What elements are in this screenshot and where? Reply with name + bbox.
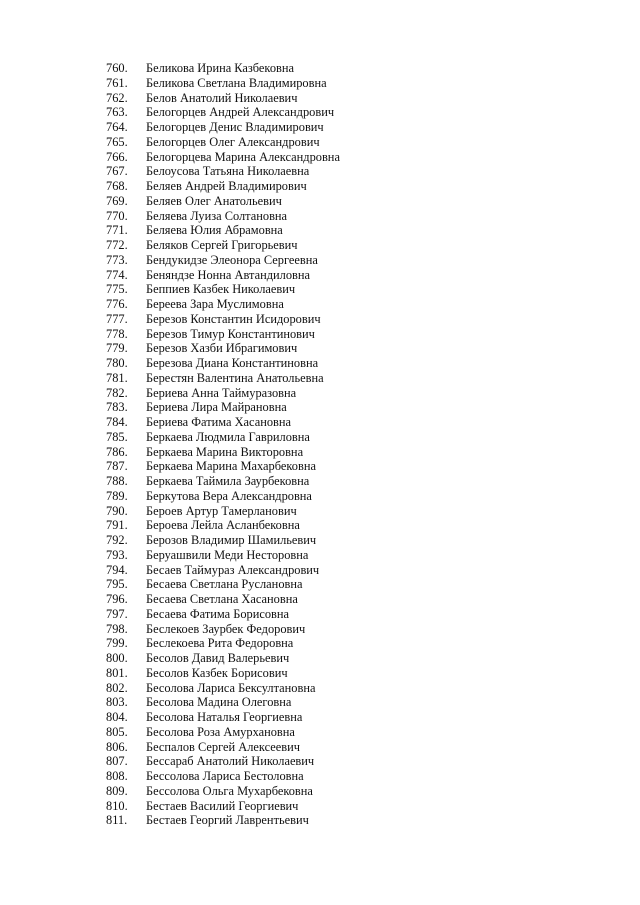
list-item (106, 268, 340, 283)
list-item (106, 681, 340, 696)
list-item (106, 445, 340, 460)
list-item (106, 209, 340, 224)
entry-name: Беляева Юлия Абрамовна (146, 223, 283, 238)
entry-name: Бесолов Казбек Борисович (146, 665, 288, 680)
entry-number: 796. (106, 592, 128, 606)
entry-number: 776. (106, 297, 128, 311)
entry-name: Бесаев Таймураз Александрович (146, 562, 320, 577)
entry-number: 792. (106, 533, 128, 547)
entry-number: 795. (106, 577, 128, 592)
entry-number: 802. (106, 680, 128, 695)
entry-name: Бесаева Светлана Руслановна (146, 577, 303, 592)
entry-number: 797. (106, 606, 128, 621)
entry-name: Бестаев Георгий Лаврентьевич (146, 813, 309, 828)
list-item (106, 548, 340, 563)
entry-name: Берестян Валентина Анатольевна (146, 370, 324, 385)
entry-name: Беляков Сергей Григорьевич (146, 238, 298, 252)
entry-name: Бесаева Фатима Борисовна (146, 606, 290, 621)
entry-name: Бендукидзе Элеонора Сергеевна (146, 252, 318, 267)
list-item (106, 76, 340, 91)
entry-number: 801. (106, 665, 128, 680)
entry-name: Березов Константин Исидорович (146, 311, 321, 326)
list-item (106, 282, 340, 297)
entry-number: 794. (106, 562, 128, 577)
entry-number: 809. (106, 783, 128, 798)
entry-number: 768. (106, 179, 128, 193)
entry-number: 782. (106, 385, 128, 400)
list-item (106, 459, 340, 474)
entry-name: Бессолова Ольга Мухарбековна (146, 783, 313, 798)
name-list (106, 61, 340, 828)
entry-name: Береева Зара Муслимовна (146, 297, 284, 311)
entry-number: 770. (106, 208, 128, 223)
entry-name: Беслекоева Рита Федоровна (146, 636, 294, 651)
entry-name: Беруашвили Меди Несторовна (146, 547, 309, 562)
entry-number: 781. (106, 370, 128, 385)
entry-name: Бероева Лейла Асланбековна (146, 518, 300, 533)
entry-number: 761. (106, 75, 128, 90)
entry-name: Беркутова Вера Александровна (146, 488, 312, 503)
entry-number: 778. (106, 326, 128, 341)
entry-number: 788. (106, 474, 128, 488)
list-item (106, 636, 340, 651)
entry-number: 775. (106, 282, 128, 297)
entry-name: Беппиев Казбек Николаевич (146, 282, 296, 297)
list-item (106, 622, 340, 637)
entry-number: 787. (106, 459, 128, 474)
list-item (106, 754, 340, 769)
entry-number: 777. (106, 311, 128, 326)
list-item (106, 356, 340, 371)
entry-name: Беспалов Сергей Алексеевич (146, 739, 300, 754)
list-item (106, 813, 340, 828)
entry-name: Березов Хазби Ибрагимович (146, 341, 298, 356)
list-item (106, 784, 340, 799)
list-item (106, 179, 340, 194)
entry-name: Бесолова Мадина Олеговна (146, 695, 292, 710)
list-item (106, 533, 340, 548)
list-item (106, 371, 340, 386)
entry-number: 764. (106, 120, 128, 134)
entry-number: 767. (106, 164, 128, 179)
list-item (106, 105, 340, 120)
list-item (106, 695, 340, 710)
list-item (106, 297, 340, 312)
list-item (106, 504, 340, 519)
entry-number: 789. (106, 488, 128, 503)
entry-number: 803. (106, 695, 128, 710)
entry-number: 766. (106, 149, 128, 164)
entry-name: Белогорцев Олег Александрович (146, 134, 320, 149)
entry-name: Бесолова Лариса Бексултановна (146, 680, 316, 695)
entry-number: 807. (106, 754, 128, 769)
entry-name: Беняндзе Нонна Автандиловна (146, 267, 311, 282)
entry-name: Бессараб Анатолий Николаевич (146, 754, 315, 769)
entry-name: Берозов Владимир Шамильевич (146, 533, 317, 547)
entry-number: 760. (106, 61, 128, 75)
entry-name: Бессолова Лариса Бестоловна (146, 769, 304, 783)
entry-number: 786. (106, 444, 128, 459)
entry-number: 800. (106, 651, 128, 665)
list-item (106, 666, 340, 681)
list-item (106, 164, 340, 179)
list-item (106, 592, 340, 607)
entry-name: Бесолова Роза Амурхановна (146, 724, 295, 739)
entry-name: Белов Анатолий Николаевич (146, 90, 298, 105)
entry-name: Беляева Луиза Солтановна (146, 208, 288, 223)
entry-number: 774. (106, 267, 128, 282)
entry-number: 783. (106, 400, 128, 415)
entry-name: Белогорцев Андрей Александрович (146, 105, 335, 120)
entry-number: 791. (106, 518, 128, 533)
list-item (106, 120, 340, 135)
entry-name: Беркаева Марина Махарбековна (146, 459, 316, 474)
entry-name: Беляев Андрей Владимирович (146, 179, 307, 193)
entry-name: Беслекоев Заурбек Федорович (146, 621, 306, 636)
entry-name: Беркаева Людмила Гавриловна (146, 429, 310, 444)
entry-name: Бестаев Василий Георгиевич (146, 798, 299, 813)
list-item (106, 799, 340, 814)
list-item (106, 400, 340, 415)
list-item (106, 725, 340, 740)
entry-name: Белогорцев Денис Владимирович (146, 120, 324, 134)
list-item (106, 740, 340, 755)
entry-name: Бериева Фатима Хасановна (146, 415, 291, 429)
entry-name: Березова Диана Константиновна (146, 356, 319, 370)
entry-name: Бесаева Светлана Хасановна (146, 592, 298, 606)
list-item (106, 253, 340, 268)
entry-number: 806. (106, 739, 128, 754)
list-item (106, 769, 340, 784)
list-item (106, 61, 340, 76)
entry-number: 765. (106, 134, 128, 149)
list-item (106, 223, 340, 238)
list-item (106, 327, 340, 342)
list-item (106, 489, 340, 504)
entry-name: Бесолова Наталья Георгиевна (146, 710, 303, 724)
list-item (106, 430, 340, 445)
list-item (106, 386, 340, 401)
list-item (106, 474, 340, 489)
entry-number: 784. (106, 415, 128, 429)
entry-number: 773. (106, 252, 128, 267)
entry-number: 780. (106, 356, 128, 370)
entry-number: 798. (106, 621, 128, 636)
entry-number: 779. (106, 341, 128, 356)
entry-name: Бесолов Давид Валерьевич (146, 651, 290, 665)
entry-name: Беркаева Таймила Заурбековна (146, 474, 310, 488)
entry-name: Беляев Олег Анатольевич (146, 193, 282, 208)
list-item (106, 312, 340, 327)
list-item (106, 651, 340, 666)
entry-number: 790. (106, 503, 128, 518)
list-item (106, 150, 340, 165)
entry-number: 808. (106, 769, 128, 783)
entry-name: Белоусова Татьяна Николаевна (146, 164, 310, 179)
entry-name: Бероев Артур Тамерланович (146, 503, 297, 518)
entry-name: Белогорцева Марина Александровна (146, 149, 340, 164)
entry-number: 799. (106, 636, 128, 651)
entry-name: Беликова Ирина Казбековна (146, 61, 295, 75)
entry-number: 811. (106, 813, 128, 828)
list-item (106, 341, 340, 356)
list-item (106, 607, 340, 622)
entry-name: Бериева Лира Майрановна (146, 400, 287, 415)
list-item (106, 135, 340, 150)
entry-name: Беликова Светлана Владимировна (146, 75, 327, 90)
entry-number: 772. (106, 238, 128, 252)
entry-number: 793. (106, 547, 128, 562)
list-item (106, 563, 340, 578)
list-item (106, 91, 340, 106)
entry-number: 785. (106, 429, 128, 444)
entry-name: Беркаева Марина Викторовна (146, 444, 304, 459)
entry-number: 805. (106, 724, 128, 739)
entry-number: 810. (106, 798, 128, 813)
entry-name: Березов Тимур Константинович (146, 326, 315, 341)
list-item (106, 238, 340, 253)
list-item (106, 710, 340, 725)
entry-number: 771. (106, 223, 128, 238)
list-item (106, 518, 340, 533)
list-item (106, 577, 340, 592)
entry-name: Бериева Анна Таймуразовна (146, 385, 297, 400)
entry-number: 769. (106, 193, 128, 208)
list-item (106, 415, 340, 430)
entry-number: 763. (106, 105, 128, 120)
list-item (106, 194, 340, 209)
entry-number: 762. (106, 90, 128, 105)
entry-number: 804. (106, 710, 128, 724)
